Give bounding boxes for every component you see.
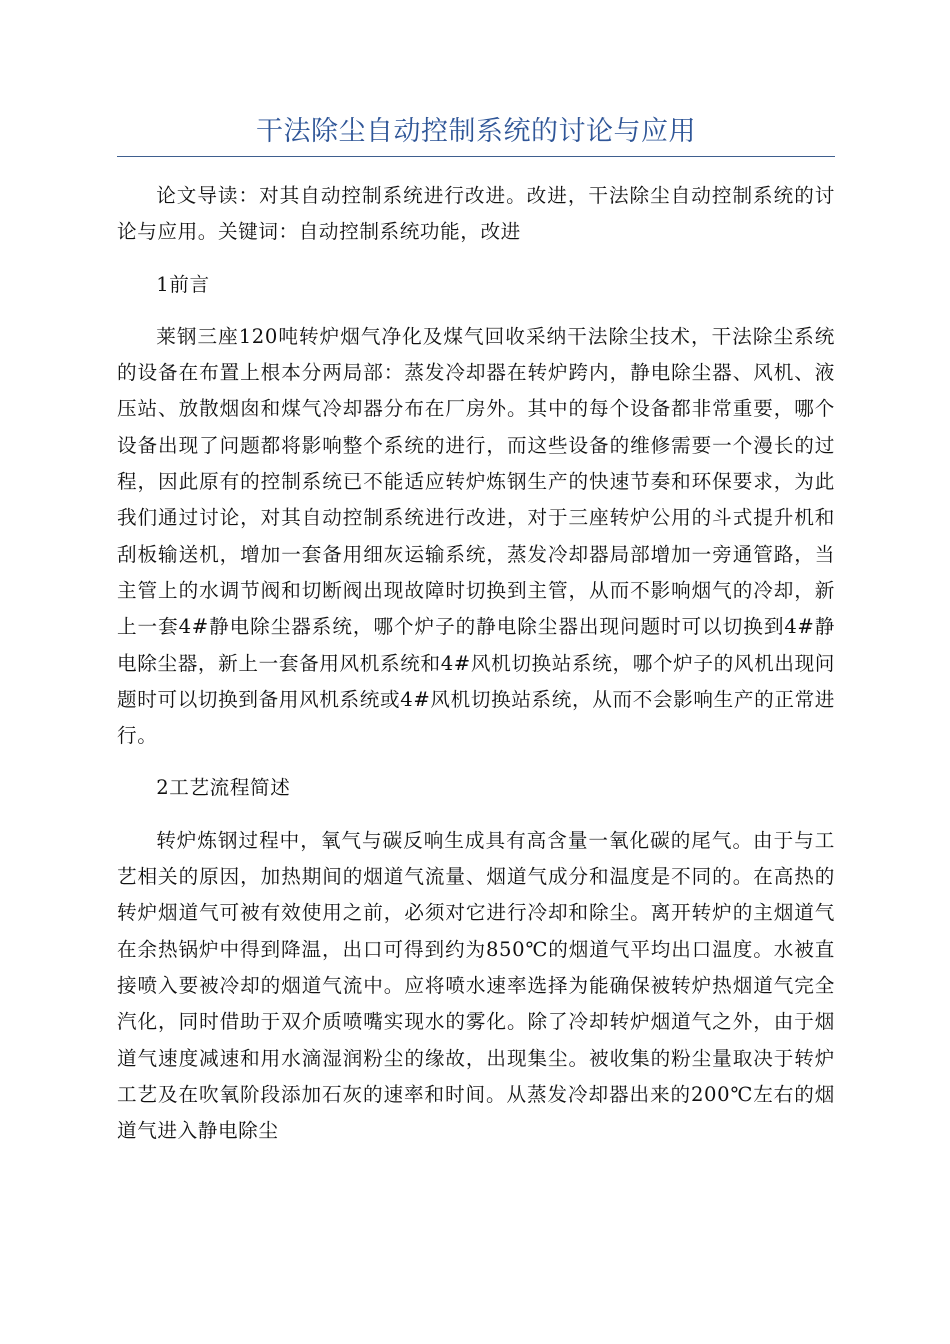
paragraph-gap xyxy=(117,251,835,267)
abstract-paragraph: 论文导读：对其自动控制系统进行改进。改进，干法除尘自动控制系统的讨论与应用。关键词：自动控制系统功能，改进 xyxy=(117,184,835,244)
paragraph-gap xyxy=(117,754,835,770)
introduction-paragraph: 莱钢三座120吨转炉烟气净化及煤气回收采纳干法除尘技术，干法除尘系统的设备在布置上根本分两局部：蒸发冷却器在转炉跨内，静电除尘器、风机、液压站、放散烟囱和煤气冷却器分布在厂房外。其中的每个设备都非常重要，哪个设备出现了问题都将影响整个系统的进行，而这些设备的维修需要一个漫长的过程，因此原有的控制系统已不能适应转炉炼钢生产的快速节奏和环保要求，为此我们通过讨论，对其自动控制系统进行改进，对于三座转炉公用的斗式提升机和刮板输送机，增加一套备用细灰运输系统，蒸发冷却器局部增加一旁通管路，当主管上的水调节阀和切断阀出现故障时切换到主管，从而不影响烟气的冷却，新上一套4#静电除尘器系统，哪个炉子的静电除尘器出现问题时可以切换到4#静电除尘器，新上一套备用风机系统和4#风机切换站系统，哪个炉子的风机出现问题时可以切换到备用风机系统或4#风机切换站系统，从而不会影响生产的正常进行。 xyxy=(117,324,835,748)
title-block xyxy=(117,112,835,157)
document-body xyxy=(117,178,835,1149)
section-heading-process: 2工艺流程简述 xyxy=(156,776,291,800)
process-paragraph: 转炉炼钢过程中，氧气与碳反响生成具有高含量一氧化碳的尾气。由于与工艺相关的原因，加热期间的烟道气流量、烟道气成分和温度是不同的。在高热的转炉烟道气可被有效使用之前，必须对它进行冷却和除尘。离开转炉的主烟道气在余热锅炉中得到降温，出口可得到约为850℃的烟道气平均出口温度。水被直接喷入要被冷却的烟道气流中。应将喷水速率选择为能确保被转炉热烟道气完全汽化，同时借助于双介质喷嘴实现水的雾化。除了冷却转炉烟道气之外，由于烟道气速度减速和用水滴湿润粉尘的缘故，出现集尘。被收集的粉尘量取决于转炉工艺及在吹氧阶段添加石灰的速率和时间。从蒸发冷却器出来的200℃左右的烟道气进入静电除尘 xyxy=(117,828,835,1143)
paragraph-gap xyxy=(117,807,835,823)
section-heading-introduction: 1前言 xyxy=(156,272,210,296)
document-title: 干法除尘自动控制系统的讨论与应用 xyxy=(256,116,696,147)
paragraph-gap xyxy=(117,303,835,319)
